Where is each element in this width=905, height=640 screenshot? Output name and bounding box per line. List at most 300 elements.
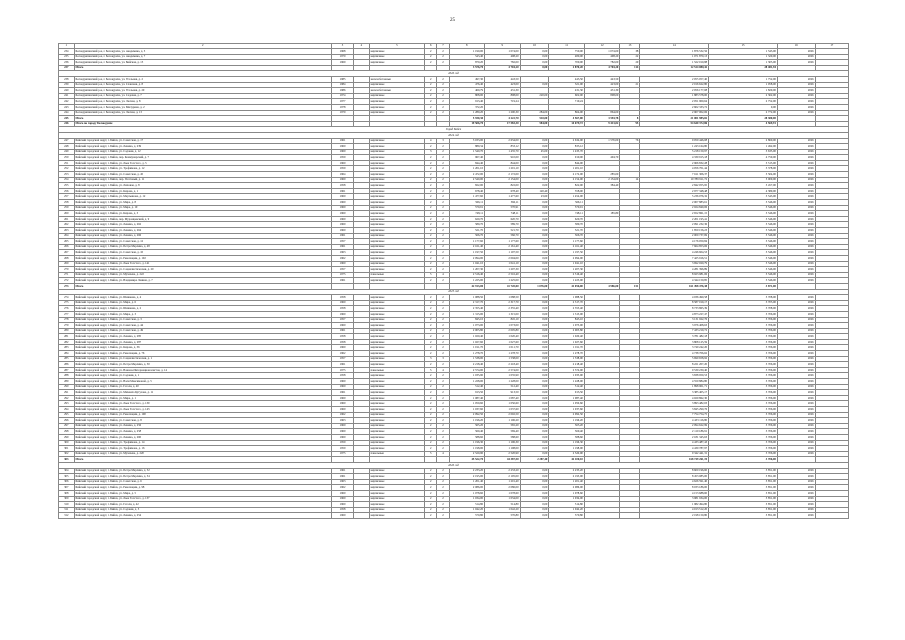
table-cell: 2 092,50: [485, 412, 521, 418]
table-cell: 0,00: [520, 328, 549, 334]
table-cell: 3 706,00: [709, 429, 778, 435]
table-cell: 0,00: [520, 407, 549, 413]
table-cell: 5 930,30: [449, 116, 485, 122]
table-cell: 307: [59, 485, 75, 491]
table-cell: 2 355,40: [485, 306, 521, 312]
table-cell: 3 546,00: [709, 216, 778, 222]
table-cell: 0,00: [520, 82, 549, 88]
table-cell: 269: [59, 261, 75, 267]
table-cell: 2 195,00: [549, 474, 585, 480]
table-cell: 3 781 482,18: [640, 334, 709, 340]
table-cell: 2: [425, 323, 437, 329]
table-cell: 1 198,00: [449, 446, 485, 452]
table-cell: 4 873 227,47: [640, 311, 709, 317]
table-cell: 1 076,00: [520, 283, 549, 289]
table-cell: кирпичные: [369, 166, 424, 172]
table-cell: 3 706,00: [709, 356, 778, 362]
address-cell: Бийский городской округ, г. Бийск, ул. Мира, д. 3: [74, 311, 331, 317]
table-cell: 4 626 591,40: [640, 479, 709, 485]
table-cell: 0,00: [520, 423, 549, 429]
table-cell: 1959: [331, 166, 353, 172]
table-cell: 3: [437, 356, 449, 362]
table-cell: 569,40: [449, 429, 485, 435]
table-cell: 2026: [777, 334, 815, 340]
table-cell: 2 287,40: [520, 457, 549, 463]
table-cell: 2 540,00: [449, 177, 485, 183]
table-cell: 864,00: [549, 110, 585, 116]
table-cell: 0,00: [520, 160, 549, 166]
address-cell: Бийский городской округ, г. Бийск, ул. Социалистическая, д. 20: [74, 267, 331, 273]
table-cell: 3 546,00: [709, 255, 778, 261]
table-cell: 2: [437, 88, 449, 94]
table-cell: 512,40: [485, 384, 521, 390]
table-cell: 566,11: [485, 200, 521, 206]
table-cell: 290: [59, 384, 75, 390]
table-cell: 3 706,00: [709, 345, 778, 351]
table-cell: 570,80: [549, 513, 585, 519]
table-cell: 2: [425, 479, 437, 485]
table-cell: 1 035,90: [485, 373, 521, 379]
table-cell: 1961: [331, 390, 353, 396]
table-cell: 2026: [777, 104, 815, 110]
table-cell: 1 196,20: [449, 418, 485, 424]
table-cell: 0,00: [520, 395, 549, 401]
table-cell: 268: [59, 255, 75, 261]
table-cell: 1 027,60: [549, 339, 585, 345]
table-cell: 967,40: [449, 155, 485, 161]
table-cell: кирпичные: [369, 440, 424, 446]
table-cell: кирпичные: [369, 513, 424, 519]
table-cell: 1961: [331, 188, 353, 194]
table-cell: 2 094,00: [485, 255, 521, 261]
table-cell: 2: [425, 278, 437, 284]
table-cell: 2026: [777, 440, 815, 446]
table-cell: 1975: [331, 451, 353, 457]
table-cell: 300: [59, 440, 75, 446]
table-cell: 0,00: [520, 317, 549, 323]
table-cell: 2 024 849,06: [640, 205, 709, 211]
table-cell: кирпичные: [369, 412, 424, 418]
table-cell: 1 020,40: [449, 334, 485, 340]
table-cell: 2: [437, 244, 449, 250]
table-cell: 822,00: [485, 183, 521, 189]
table-cell: 4 153 688,60: [640, 490, 709, 496]
table-cell: 1986: [331, 88, 353, 94]
table-cell: 2026: [777, 429, 815, 435]
table-cell: 589,70: [549, 222, 585, 228]
table-cell: 2 195,00: [485, 474, 521, 480]
table-cell: 7 664 853,06: [640, 244, 709, 250]
table-cell: 9 539 230,40: [640, 367, 709, 373]
address-cell: Бийский городской округ, г. Бийск, ул. Михаила Кутузова, д. 11: [74, 390, 331, 396]
table-cell: 2: [425, 222, 437, 228]
table-cell: 1960: [331, 423, 353, 429]
table-cell: 7 433 219,72: [640, 328, 709, 334]
table-cell: 1961: [331, 278, 353, 284]
table-cell: 514,80: [485, 502, 521, 508]
table-cell: 2 092,50: [549, 412, 585, 418]
table-cell: 321,00: [549, 82, 585, 88]
table-cell: 1 207,30: [549, 267, 585, 273]
table-cell: 4 389,00: [709, 188, 778, 194]
address-cell: Бийский городской округ, г. Бийск, ул. Вали Максимовой, д. 5: [74, 379, 331, 385]
table-cell: 2 355,40: [449, 306, 485, 312]
table-cell: 299: [59, 434, 75, 440]
table-cell: 476,40: [449, 82, 485, 88]
table-cell: 7 754 754,75: [640, 412, 709, 418]
table-cell: [815, 513, 848, 519]
table-cell: 3 851,00: [709, 502, 778, 508]
table-cell: 0,00: [520, 367, 549, 373]
table-cell: 282: [59, 339, 75, 345]
table-cell: 1 078,60: [485, 490, 521, 496]
table-cell: 1 011,70: [549, 345, 585, 351]
table-cell: 0,00: [520, 49, 549, 55]
address-cell: Бийский городской округ, г. Бийск, ул. Советская, д. 44: [74, 323, 331, 329]
table-cell: 0,00: [520, 306, 549, 312]
table-cell: 1 041,10: [449, 261, 485, 267]
table-cell: 588,60: [549, 434, 585, 440]
table-cell: 2: [425, 485, 437, 491]
column-number: 7: [437, 44, 449, 49]
address-cell: Белокурихинский р-н, г. Белокуриха, ул. Мичурина, д. 2: [74, 104, 331, 110]
table-cell: 254: [59, 177, 75, 183]
table-cell: кирпичные: [369, 295, 424, 301]
table-cell: 808,00: [449, 93, 485, 99]
table-cell: 0,00: [520, 451, 549, 457]
table-cell: 2: [437, 233, 449, 239]
table-cell: 2: [437, 345, 449, 351]
address-cell: Бийский городской округ, г. Бийск, ул. Советская, д. 10: [74, 250, 331, 256]
table-cell: 0,00: [520, 345, 549, 351]
table-cell: 255: [59, 183, 75, 189]
table-cell: 782,00: [584, 60, 620, 66]
address-cell: Бийский городской округ, г. Бийск, ул. Революции, д. 98: [74, 485, 331, 491]
table-cell: 372,20: [449, 104, 485, 110]
table-cell: кирпичные: [369, 49, 424, 55]
table-cell: 700,00: [549, 60, 585, 66]
table-cell: 1 201,40: [485, 479, 521, 485]
table-cell: 3 594,78: [584, 116, 620, 122]
table-cell: 4 056 701,44: [640, 166, 709, 172]
table-cell: 2: [437, 306, 449, 312]
table-cell: 1960: [331, 311, 353, 317]
table-cell: 2 574,00: [485, 367, 521, 373]
table-cell: 0,00: [520, 200, 549, 206]
table-cell: 3 851,00: [709, 479, 778, 485]
table-cell: 3 706,00: [709, 390, 778, 396]
table-cell: 1 201,10: [449, 166, 485, 172]
table-cell: 151: [620, 283, 640, 289]
table-cell: 1968: [331, 49, 353, 55]
table-cell: 2 094,00: [549, 255, 585, 261]
table-cell: 2: [437, 188, 449, 194]
table-cell: 2: [437, 144, 449, 150]
section-title: 2026 год: [59, 71, 849, 77]
table-cell: 1957: [331, 267, 353, 273]
table-cell: 8: [620, 116, 640, 122]
table-cell: 1 177,60: [485, 239, 521, 245]
table-cell: 1 228,00: [549, 379, 585, 385]
table-cell: 2026: [777, 356, 815, 362]
table-cell: 3 706,00: [709, 407, 778, 413]
table-cell: 2: [437, 160, 449, 166]
table-cell: 2026: [777, 339, 815, 345]
table-cell: 2: [437, 317, 449, 323]
table-cell: 1 228,00: [449, 379, 485, 385]
address-cell: Бийский городской округ, г. Бийск, ул. Липовая, д. 8: [74, 183, 331, 189]
table-cell: 298: [59, 429, 75, 435]
table-cell: 274: [59, 295, 75, 301]
table-cell: 2026: [777, 502, 815, 508]
table-cell: 3 546,00: [709, 200, 778, 206]
table-cell: 2: [437, 485, 449, 491]
address-cell: Бийский городской округ, г. Бийск, ул. Гоголя, д. 42: [74, 502, 331, 508]
table-cell: 2: [425, 395, 437, 401]
table-cell: 4: [437, 367, 449, 373]
table-cell: 1 050,60: [449, 401, 485, 407]
table-cell: 2: [437, 54, 449, 60]
table-cell: 4: [425, 138, 437, 144]
table-cell: 8 600 196,60: [640, 468, 709, 474]
table-cell: кирпичные: [369, 468, 424, 474]
table-cell: 4: [437, 451, 449, 457]
table-cell: 2026: [777, 211, 815, 217]
address-cell: Бийский городской округ, г. Бийск, ул. Льва Толстого, д. 141: [74, 261, 331, 267]
table-cell: 3 546,00: [709, 239, 778, 245]
table-cell: 2: [437, 513, 449, 519]
table-cell: 2 233,20: [449, 468, 485, 474]
table-cell: 2: [425, 384, 437, 390]
table-cell: 3 546,00: [709, 233, 778, 239]
table-cell: 287: [59, 367, 75, 373]
column-number: 1: [59, 44, 75, 49]
table-cell: 54 640 372,86: [640, 121, 709, 127]
address-cell: Бийский городской округ, г. Бийск, ул. Ленина, д. 256: [74, 423, 331, 429]
table-cell: 41 720,00: [485, 283, 521, 289]
table-cell: 1 087,40: [549, 395, 585, 401]
table-cell: 2: [425, 144, 437, 150]
table-cell: 2 009 737,69: [640, 233, 709, 239]
table-cell: 844,00: [549, 160, 585, 166]
address-cell: Бийский городской округ, г. Бийск, ул. Петра Мерлина, д. 48: [74, 244, 331, 250]
table-cell: 3 546,00: [709, 244, 778, 250]
table-cell: 2: [437, 323, 449, 329]
address-cell: Бийский городской округ, г. Бийск, ул. Мартьянова, д. 12: [74, 194, 331, 200]
table-cell: 2026: [777, 300, 815, 306]
table-cell: 2 516,40: [449, 272, 485, 278]
column-number: 4: [354, 44, 370, 49]
table-cell: 2: [425, 205, 437, 211]
table-cell: 431,30: [485, 88, 521, 94]
table-cell: 168 749 261,19: [640, 457, 709, 463]
table-cell: 3 378,00: [709, 166, 778, 172]
table-cell: 2: [425, 306, 437, 312]
table-cell: 4 029 862,30: [640, 395, 709, 401]
table-cell: 2: [437, 222, 449, 228]
table-cell: кирпичные: [369, 188, 424, 194]
table-cell: кирпичные: [369, 160, 424, 166]
table-cell: 2: [425, 88, 437, 94]
table-cell: 2: [437, 328, 449, 334]
table-cell: панельные: [369, 272, 424, 278]
table-cell: 2026: [777, 244, 815, 250]
table-cell: 2026: [777, 228, 815, 234]
column-number: 10: [520, 44, 549, 49]
table-cell: кирпичные: [369, 149, 424, 155]
table-cell: 2026: [777, 367, 815, 373]
address-cell: Бийский городской округ, г. Бийск, ул. Советская, д. 49: [74, 328, 331, 334]
table-cell: 3: [425, 356, 437, 362]
column-number: 14: [640, 44, 709, 49]
table-cell: 1978: [331, 104, 353, 110]
table-cell: 2: [425, 194, 437, 200]
table-cell: 2: [437, 183, 449, 189]
table-cell: кирпичные: [369, 216, 424, 222]
table-cell: 3 871,00: [709, 283, 778, 289]
table-cell: 4 569,91: [709, 121, 778, 127]
table-cell: 0,00: [520, 379, 549, 385]
table-cell: 2: [437, 474, 449, 480]
table-cell: 0,00: [520, 496, 549, 502]
table-cell: 497,30: [449, 76, 485, 82]
table-cell: 293: [59, 401, 75, 407]
table-cell: 1 278,70: [449, 351, 485, 357]
table-cell: 2: [437, 99, 449, 105]
table-cell: 2: [437, 502, 449, 508]
table-cell: 3 706,00: [709, 440, 778, 446]
table-cell: кирпичные: [369, 183, 424, 189]
table-cell: 2 520,90: [485, 451, 521, 457]
table-cell: 3 706,00: [709, 423, 778, 429]
table-cell: 1 538,00: [485, 356, 521, 362]
table-cell: 514,80: [449, 502, 485, 508]
table-cell: 2: [425, 490, 437, 496]
table-cell: 2: [437, 155, 449, 161]
table-cell: 1 035,90: [449, 373, 485, 379]
table-cell: 257: [59, 194, 75, 200]
table-cell: 1960: [331, 144, 353, 150]
table-cell: 0,00: [520, 233, 549, 239]
table-cell: кирпичные: [369, 317, 424, 323]
table-cell: 678,40: [485, 188, 521, 194]
address-cell: Бийский городской округ, г. Бийск, ул. Ленина, д. 258: [74, 429, 331, 435]
table-cell: 2 218,40: [549, 362, 585, 368]
table-cell: кирпичные: [369, 138, 424, 144]
table-cell: 2: [425, 104, 437, 110]
table-cell: 2 516,40: [485, 272, 521, 278]
table-cell: 2: [425, 328, 437, 334]
table-cell: 236: [59, 60, 75, 66]
table-cell: 2: [425, 250, 437, 256]
table-cell: 0,00: [520, 261, 549, 267]
table-cell: 2: [425, 160, 437, 166]
table-cell: 10 789 911,72: [640, 177, 709, 183]
address-cell: Бийский городской округ, г. Бийск, ул. Ленина, д. 266: [74, 233, 331, 239]
table-cell: кирпичные: [369, 60, 424, 66]
table-cell: 2 161,40: [549, 244, 585, 250]
table-cell: 1 197,50: [549, 250, 585, 256]
table-cell: 0,00: [520, 323, 549, 329]
table-cell: 38: [620, 49, 640, 55]
address-cell: Бийский городской округ, г. Бийск, ул. Мира, д. 10: [74, 205, 331, 211]
table-cell: 3: [437, 138, 449, 144]
table-cell: кирпичные: [369, 384, 424, 390]
address-cell: Бийский городской округ, г. Бийск, ул. Садовая, д. 1: [74, 373, 331, 379]
table-cell: 2 752,00: [709, 99, 778, 105]
table-cell: 1958: [331, 507, 353, 513]
column-number: 8: [449, 44, 485, 49]
table-cell: 1 538,00: [449, 356, 485, 362]
table-cell: 2: [425, 434, 437, 440]
address-cell: Белокурихинский р-н, г. Белокуриха, ул. Академика, д. 7: [74, 54, 331, 60]
table-cell: 2026: [777, 474, 815, 480]
table-cell: 1 315,00: [485, 311, 521, 317]
column-number: 5: [369, 44, 424, 49]
table-cell: 1962: [331, 485, 353, 491]
table-cell: 1 850 156,23: [640, 228, 709, 234]
table-cell: 4 246 604,53: [640, 250, 709, 256]
table-cell: 2026: [777, 60, 815, 66]
table-cell: 2026: [777, 183, 815, 189]
table-cell: 2026: [777, 418, 815, 424]
table-cell: 913,50: [449, 390, 485, 396]
table-cell: 3 706,00: [709, 311, 778, 317]
table-cell: 2: [437, 412, 449, 418]
table-cell: кирпичные: [369, 104, 424, 110]
table-cell: 273: [59, 283, 75, 289]
table-cell: 0,00: [520, 384, 549, 390]
table-cell: 2 860,00: [709, 138, 778, 144]
table-cell: 1 011,70: [485, 345, 521, 351]
table-cell: 2026: [777, 144, 815, 150]
table-cell: 241: [59, 93, 75, 99]
table-cell: 1 201,10: [549, 166, 585, 172]
table-cell: 42 913,00: [449, 283, 485, 289]
table-cell: 251: [59, 160, 75, 166]
table-cell: 2026: [777, 261, 815, 267]
address-cell: Бийский городской округ, г. Бийск, ул. Советская, д. 17: [74, 138, 331, 144]
table-cell: кирпичные: [369, 507, 424, 513]
table-cell: 480,00: [549, 54, 585, 60]
table-cell: 3 851,00: [709, 513, 778, 519]
table-cell: 2: [437, 194, 449, 200]
table-cell: 270: [59, 267, 75, 273]
table-cell: 1 522 010,88: [640, 60, 709, 66]
table-cell: 833,12: [485, 144, 521, 150]
address-cell: Итого по городу Белокурихе: [74, 121, 331, 127]
address-cell: Бийский городской округ, г. Бийск, ул. Владимира Ленина, д. 7: [74, 278, 331, 284]
table-cell: 0,00: [520, 272, 549, 278]
table-cell: 3 976 408,63: [640, 323, 709, 329]
table-cell: 45,00: [520, 149, 549, 155]
table-cell: 1 201,40: [449, 479, 485, 485]
table-cell: 1960: [331, 384, 353, 390]
table-cell: 514,80: [549, 502, 585, 508]
table-cell: 22: [620, 54, 640, 60]
table-cell: 5 218 150,97: [640, 149, 709, 155]
table-cell: 2026: [777, 205, 815, 211]
table-cell: 2: [437, 267, 449, 273]
table-cell: кирпичные: [369, 479, 424, 485]
table-cell: 0,00: [520, 278, 549, 284]
table-cell: 3 851,00: [709, 485, 778, 491]
table-cell: 1 042,20: [449, 507, 485, 513]
address-cell: Бийский городской округ, г. Бийск, ул. Трофимова, д. 16: [74, 446, 331, 452]
table-cell: 8 033 186,00: [640, 485, 709, 491]
table-cell: 1 073,00: [485, 323, 521, 329]
address-cell: Итого: [74, 65, 331, 71]
